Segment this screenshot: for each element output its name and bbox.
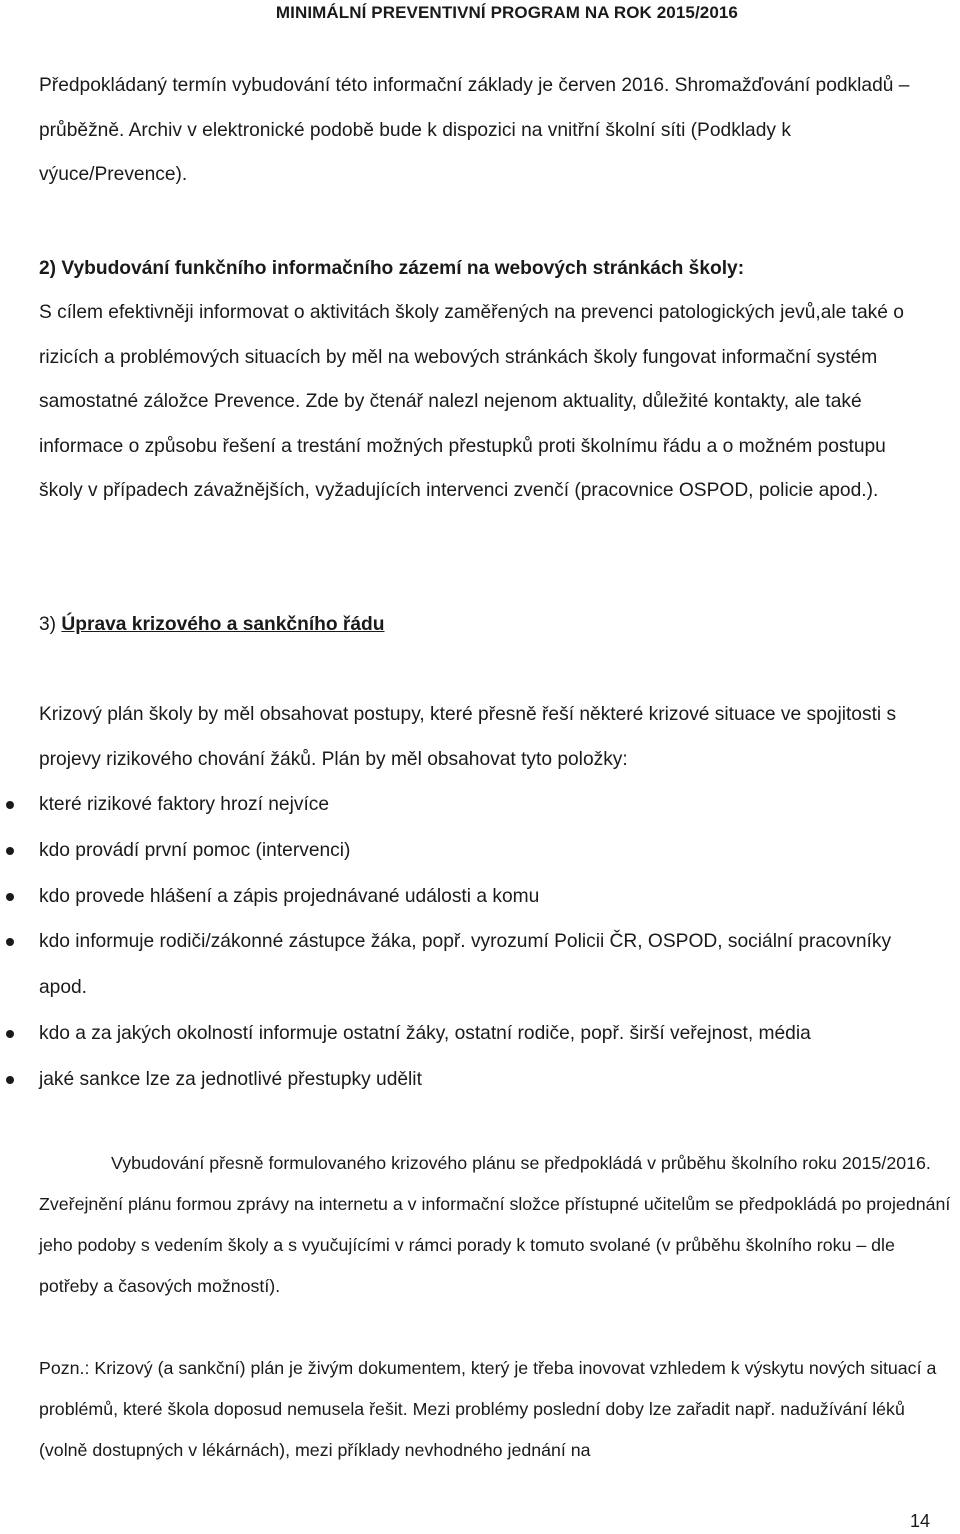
note-paragraph: Pozn.: Krizový (a sankční) plán je živým dokumentem, který je třeba inovovat vzhledem k výskytu nových situací a problémů, které škola doposud nemusela řešit. Mezi problémy poslední doby lze zařadit např. nadužívání léků (volně dostupných v lékárnách), mezi příklady nevhodného jednání na — [39, 1358, 937, 1460]
bullet-icon — [6, 801, 14, 809]
section-3-intro: Krizový plán školy by měl obsahovat postupy, které přesně řeší některé krizové situace ve spojitosti s projevy rizikového chování žáků. Plán by měl obsahovat tyto položky: — [39, 704, 897, 770]
list-item — [0, 1011, 930, 1057]
section-2-text: S cílem efektivněji informovat o aktivitách školy zaměřených na prevenci patologických jevů,ale také o rizicích a problémových situacích by měl na webových stránkách školy fungovat informační systém samostatné záložce Prevence. Zde by čtenář nalezl nejenom aktuality, důležité kontakty, ale také informace o způsobu řešení a trestání možných přestupků proti školnímu řádu a o možném postupu školy v případech závažnějších, vyžadujících intervenci zvenčí (pracovnice OSPOD, policie apod.). — [39, 302, 904, 501]
crisis-plan-items-list — [0, 782, 930, 1103]
list-item-text: jaké sankce lze za jednotlivé přestupky udělit — [39, 1068, 422, 1090]
list-item-text: které rizikové faktory hrozí nejvíce — [39, 794, 330, 815]
paragraph-information-base: Předpokládaný termín vybudování této informační základy je červen 2016. Shromažďování podkladů – průběžně. Archiv v elektronické podobě bude k dispozici na vnitřní školní síti (Podklady k výuce/Prevence). — [39, 75, 910, 185]
page-number: 14 — [909, 1511, 930, 1531]
crisis-plan-schedule-first-line: Vybudování přesně formulovaného krizového plánu se předpokládá v průběhu školního roku — [111, 1153, 837, 1173]
section-3-heading — [39, 603, 919, 648]
section-2-heading: 2) Vybudování funkčního informačního zázemí na webových stránkách školy: — [39, 258, 745, 279]
bullet-icon — [6, 893, 14, 901]
bullet-icon — [6, 1076, 14, 1084]
list-item — [0, 782, 930, 828]
list-item — [0, 1057, 930, 1103]
bullet-icon — [6, 847, 14, 855]
crisis-plan-schedule-rest: 2015/2016. Zveřejnění plánu formou zprávy na internetu a v informační složce přístupné učitelům se předpokládá po projednání jeho podoby s vedením školy a s vyučujícími v rámci porady k tomuto svolané (v průběhu školního roku – dle potřeby a časových možností). — [39, 1153, 951, 1296]
section-3-heading-title: Úprava krizového a sankčního řádu — [61, 614, 385, 635]
page-header-title: MINIMÁLNÍ PREVENTIVNÍ PROGRAM NA ROK 2015/2016 — [275, 3, 738, 22]
section-3-heading-number: 3) — [39, 614, 57, 635]
bullet-icon — [6, 1030, 14, 1038]
list-item-text: kdo provádí první pomoc (intervenci) — [39, 839, 351, 861]
list-item-text: kdo a za jakých okolností informuje ostatní žáky, ostatní rodiče, popř. širší veřejnost, média — [39, 1022, 811, 1044]
list-item-text: kdo informuje rodiči/zákonné zástupce žáka, popř. vyrozumí Policii ČR, OSPOD, sociální pracovníky apod. — [39, 931, 892, 999]
list-item — [0, 919, 930, 1011]
list-item — [0, 828, 930, 874]
list-item-text: kdo provede hlášení a zápis projednávané události a komu — [39, 885, 540, 907]
crisis-plan-schedule-paragraph — [39, 1143, 954, 1307]
bullet-icon — [6, 938, 14, 946]
list-item — [0, 874, 930, 920]
